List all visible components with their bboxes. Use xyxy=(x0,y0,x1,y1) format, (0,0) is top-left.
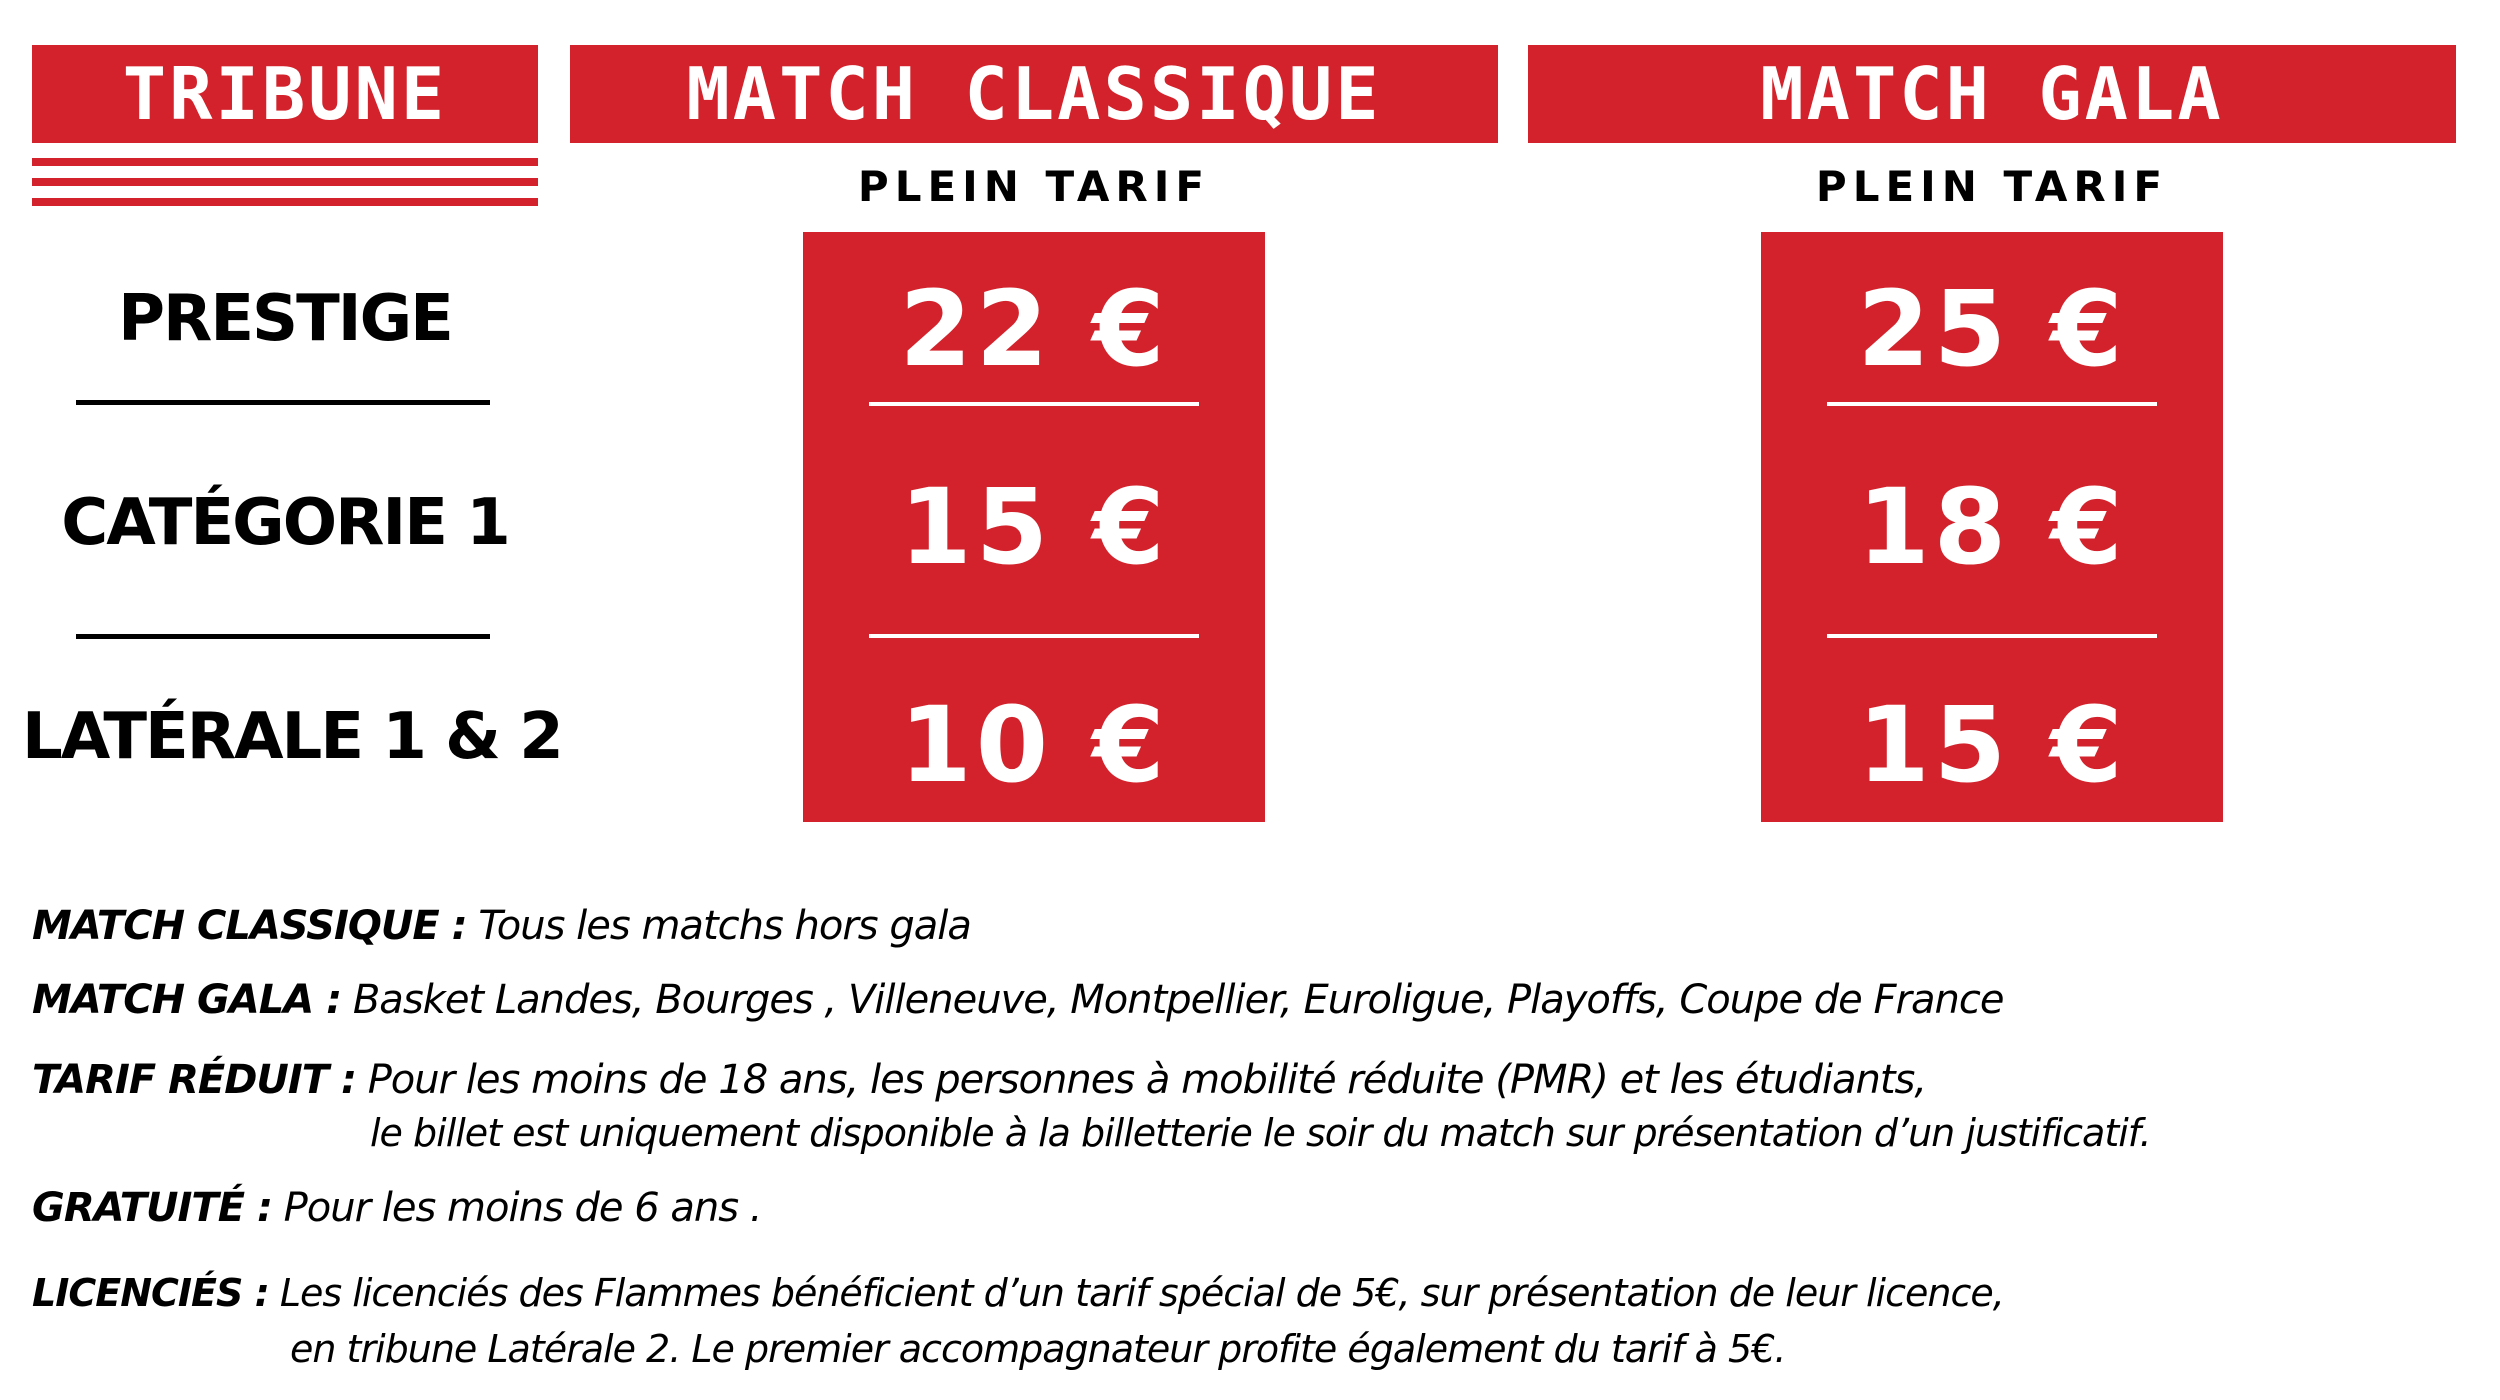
note-tarif-reduit xyxy=(32,1057,1926,1103)
classique-price-prestige: 22 € xyxy=(899,268,1169,390)
tribune-stripe-2 xyxy=(32,178,538,186)
match-gala-header-label: MATCH GALA xyxy=(1760,52,2224,136)
classique-plein-tarif-label: PLEIN TARIF xyxy=(857,162,1211,211)
gala-plein-tarif-label: PLEIN TARIF xyxy=(1815,162,2169,211)
note-gratuite xyxy=(32,1185,762,1231)
match-classique-header xyxy=(570,45,1498,143)
gala-price-prestige: 25 € xyxy=(1857,268,2127,390)
classique-price-divider-2 xyxy=(869,634,1199,638)
note-text: Les licenciés des Flammes bénéficient d’un tarif spécial de 5€, sur présentation de leur licence, xyxy=(279,1271,2004,1315)
note-match-gala xyxy=(32,977,2003,1023)
note-match-classique xyxy=(32,903,971,949)
classique-price-divider-1 xyxy=(869,402,1199,406)
note-licencies xyxy=(32,1271,2004,1315)
note-label: GRATUITÉ : xyxy=(32,1185,272,1231)
note-label: LICENCIÉS : xyxy=(32,1271,269,1315)
category-laterale: LATÉRALE 1 & 2 xyxy=(22,700,562,774)
tribune-stripe-1 xyxy=(32,158,538,166)
note-label: MATCH CLASSIQUE : xyxy=(32,903,467,949)
match-classique-header-label: MATCH CLASSIQUE xyxy=(686,52,1382,136)
note-text: Pour les moins de 18 ans, les personnes à mobilité réduite (PMR) et les étudiants, xyxy=(367,1057,1927,1103)
note-label: TARIF RÉDUIT : xyxy=(32,1057,356,1103)
category-categorie-1: CATÉGORIE 1 xyxy=(61,486,509,560)
tribune-header-label: TRIBUNE xyxy=(122,52,448,136)
gala-price-categorie-1: 18 € xyxy=(1857,466,2127,588)
tribune-stripe-3 xyxy=(32,198,538,206)
gala-price-divider-2 xyxy=(1827,634,2157,638)
gala-price-divider-1 xyxy=(1827,402,2157,406)
note-text: Tous les matchs hors gala xyxy=(478,903,971,949)
category-prestige: PRESTIGE xyxy=(118,282,452,356)
note-licencies-line-2: en tribune Latérale 2. Le premier accompagnateur profite également du tarif à 5€. xyxy=(290,1327,1786,1371)
category-divider-1 xyxy=(76,400,490,405)
gala-price-box xyxy=(1761,232,2223,822)
note-text: Pour les moins de 6 ans . xyxy=(283,1185,762,1231)
match-gala-header xyxy=(1528,45,2456,143)
classique-price-box xyxy=(803,232,1265,822)
classique-price-categorie-1: 15 € xyxy=(899,466,1169,588)
note-label: MATCH GALA : xyxy=(32,977,342,1023)
note-text: Basket Landes, Bourges , Villeneuve, Montpellier, Euroligue, Playoffs, Coupe de France xyxy=(352,977,2004,1023)
category-divider-2 xyxy=(76,634,490,639)
tribune-header xyxy=(32,45,538,143)
gala-price-laterale: 15 € xyxy=(1857,684,2127,806)
classique-price-laterale: 10 € xyxy=(899,684,1169,806)
note-tarif-reduit-line-2: le billet est uniquement disponible à la billetterie le soir du match sur présentation d’un justificatif. xyxy=(370,1111,2151,1155)
